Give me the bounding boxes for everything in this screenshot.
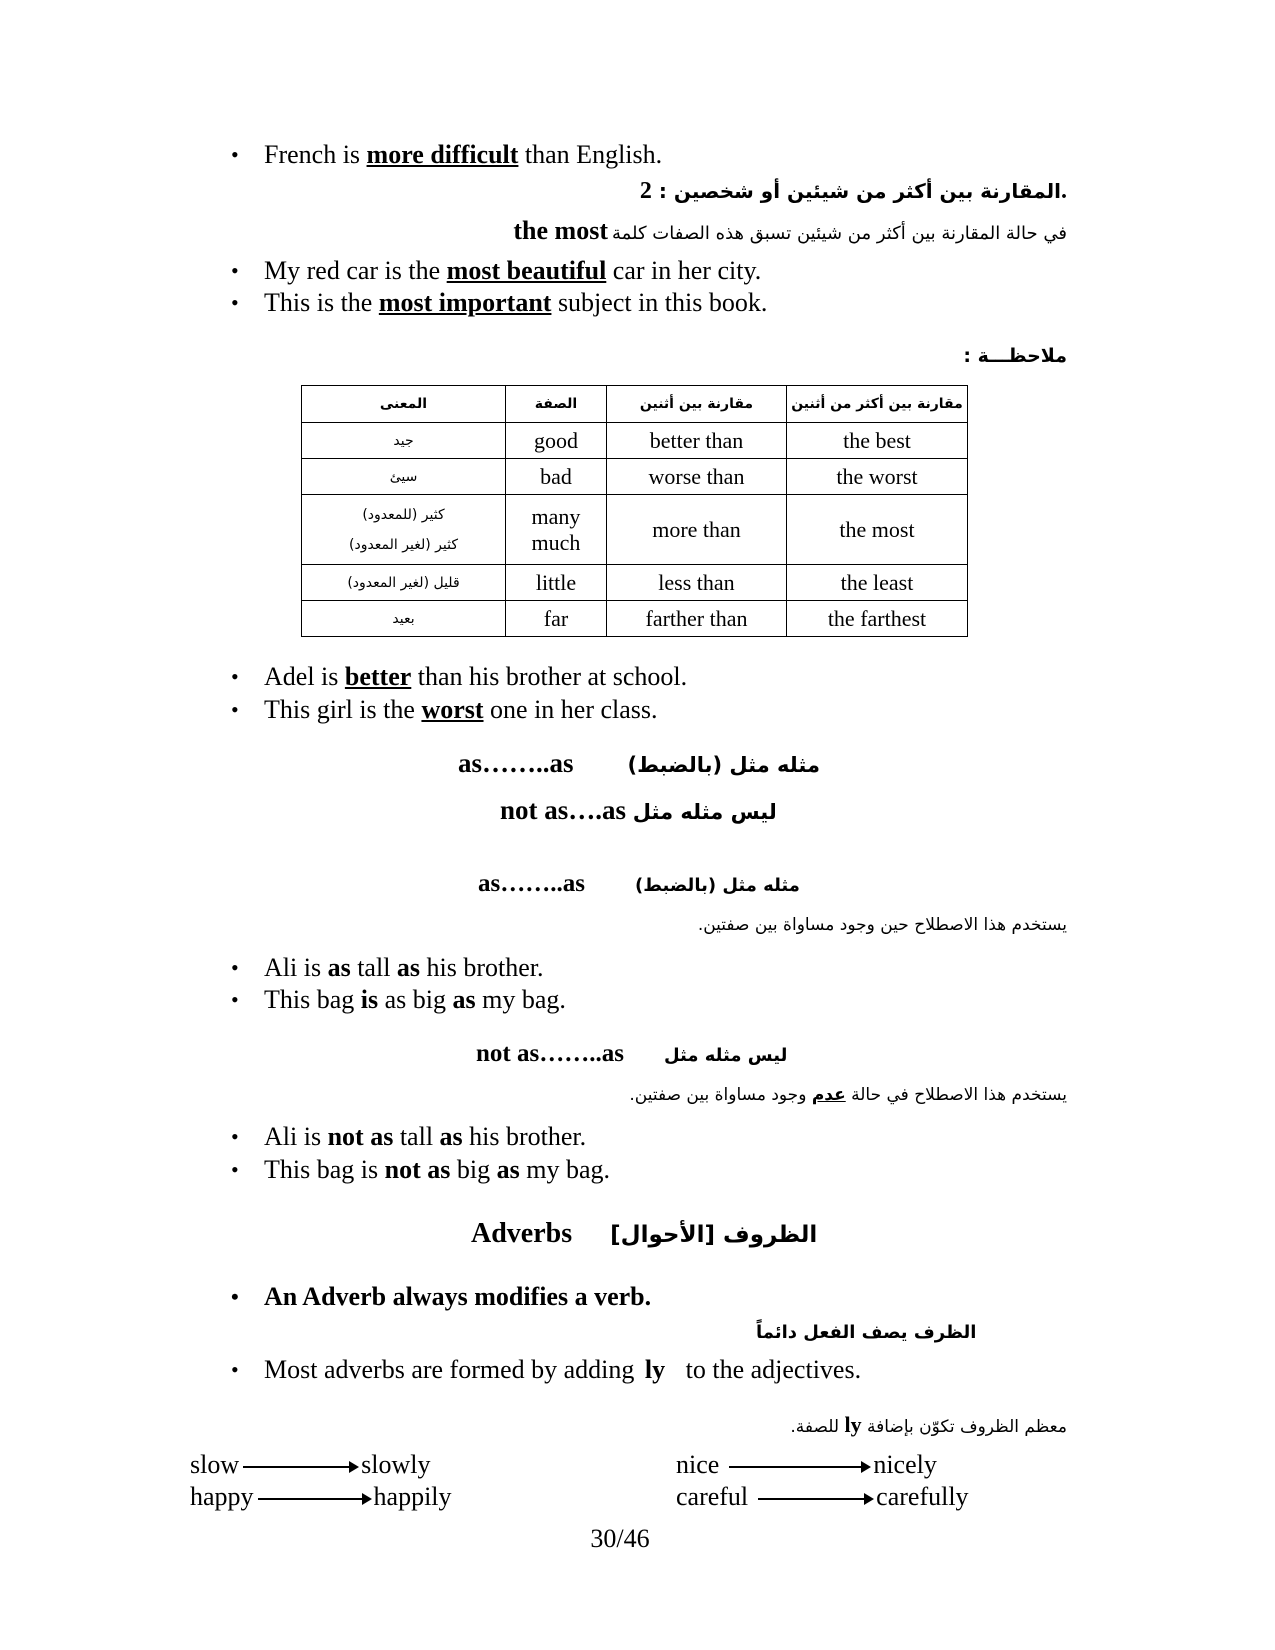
cell-comparative: more than xyxy=(607,495,787,565)
adverb: nicely xyxy=(873,1450,937,1479)
section-heading-superlative xyxy=(640,178,1067,205)
not-as-as-description xyxy=(629,1085,1067,1105)
cell-comparative: worse than xyxy=(607,459,787,495)
heading-as-as xyxy=(478,870,800,898)
title-en: Adverbs xyxy=(471,1218,573,1249)
adjective: happy xyxy=(190,1482,254,1511)
adverb-pair xyxy=(676,1450,937,1480)
irregular-example xyxy=(264,695,658,725)
adjective-line: many xyxy=(531,503,581,529)
header-meaning: المعنى xyxy=(302,386,506,423)
example-text: his brother. xyxy=(462,1122,587,1151)
example-text: my bag. xyxy=(519,1155,610,1184)
cell-superlative: the least xyxy=(787,565,968,601)
heading-ar: ليس مثله مثل xyxy=(663,1045,788,1066)
cell-comparative: less than xyxy=(607,565,787,601)
example-text: one in her class. xyxy=(483,695,658,724)
adverb-pair xyxy=(190,1450,430,1480)
rule-text: معظم الظروف تكوّن بإضافة xyxy=(861,1417,1067,1437)
cell-superlative: the worst xyxy=(787,459,968,495)
meaning-line: كثير (لغير المعدود) xyxy=(349,536,458,553)
table-row xyxy=(302,423,968,459)
as-as-example xyxy=(264,953,544,983)
example-text: French is xyxy=(264,140,367,169)
example-text: Ali is xyxy=(264,953,328,982)
description-text: وجود مساواة بين صفتين. xyxy=(629,1085,812,1105)
adjective: careful xyxy=(676,1482,749,1511)
cell-superlative: the farthest xyxy=(787,601,968,637)
keyword-the-most: the most xyxy=(513,216,608,245)
page-number: 30/46 xyxy=(590,1524,650,1553)
example-keyword: most beautiful xyxy=(446,256,607,285)
cell-adjective xyxy=(506,495,607,565)
superlative-example xyxy=(264,288,767,318)
adverb-pair xyxy=(190,1482,452,1512)
heading-ar: مثله مثل (بالضبط) xyxy=(634,875,800,896)
example-text: than English. xyxy=(518,140,663,169)
not-as-as-example xyxy=(264,1122,586,1152)
example-text: Adel is xyxy=(264,662,345,691)
cell-superlative: the best xyxy=(787,423,968,459)
example-text: Ali is xyxy=(264,1122,328,1151)
example-text: This girl is the xyxy=(264,695,422,724)
cell-comparative: better than xyxy=(607,423,787,459)
rule-keyword: ly xyxy=(644,1355,666,1384)
adverb: carefully xyxy=(876,1482,969,1511)
example-keyword: as xyxy=(452,985,476,1014)
heading-not-as-as xyxy=(476,1040,787,1068)
header-comparative: مقارنة بين أثنين xyxy=(607,386,787,423)
example-keyword: is xyxy=(360,985,379,1014)
adverb-rule-2-arabic xyxy=(790,1412,1067,1438)
header-adjective: الصفة xyxy=(506,386,607,423)
example-text: than his brother at school. xyxy=(411,662,688,691)
example-text: tall xyxy=(393,1122,440,1151)
adverbs-title xyxy=(471,1218,817,1250)
cell-adjective: good xyxy=(506,423,607,459)
adjective: nice xyxy=(676,1450,720,1479)
example-keyword: not as xyxy=(384,1155,451,1184)
summary-ar: مثله مثل (بالضبط) xyxy=(627,753,820,777)
example-text: This is the xyxy=(264,288,379,317)
cell-meaning: سيئ xyxy=(302,459,506,495)
rule-text: للصفة. xyxy=(790,1417,845,1437)
example-text: My red car is the xyxy=(264,256,447,285)
adjective-line: much xyxy=(531,529,581,555)
instruction-text: في حالة المقارنة بين أكثر من شيئين تسبق هذه الصفات كلمة xyxy=(611,223,1067,244)
heading-text: المقارنة بين أكثر من شيئين أو شخصين : xyxy=(658,179,1061,203)
example-text: big xyxy=(450,1155,497,1184)
rule-text: to the adjectives. xyxy=(679,1355,862,1384)
adverb-rule-1-arabic: الظرف يصف الفعل دائماً xyxy=(756,1322,977,1343)
description-text: يستخدم هذا الاصطلاح في حالة xyxy=(845,1085,1067,1105)
arrow-icon xyxy=(258,1498,370,1500)
cell-meaning xyxy=(302,495,506,565)
summary-not-as-as xyxy=(500,795,777,826)
superlative-example xyxy=(264,256,761,286)
heading-number: 2. xyxy=(639,178,1067,204)
rule-keyword: ly xyxy=(844,1412,862,1437)
as-as-example xyxy=(264,985,566,1015)
example-text: his brother. xyxy=(420,953,544,982)
adverb: slowly xyxy=(361,1450,431,1479)
table-row xyxy=(302,459,968,495)
example-keyword: worst xyxy=(421,695,484,724)
example-text: This bag xyxy=(264,985,361,1014)
adverb-rule-2 xyxy=(264,1355,861,1385)
cell-adjective: far xyxy=(506,601,607,637)
not-as-as-example xyxy=(264,1155,610,1185)
table-header-row xyxy=(302,386,968,423)
arrow-icon xyxy=(758,1498,872,1500)
meaning-line: كثير (للمعدود) xyxy=(362,506,445,523)
cell-comparative: farther than xyxy=(607,601,787,637)
arrow-icon xyxy=(243,1466,357,1468)
example-keyword: most important xyxy=(378,288,552,317)
cell-meaning: جيد xyxy=(302,423,506,459)
summary-ar: ليس مثله مثل xyxy=(632,800,777,824)
title-ar: الظروف [الأحوال] xyxy=(610,1222,818,1248)
table-row xyxy=(302,495,968,565)
arrow-icon xyxy=(729,1466,869,1468)
example-text: as big xyxy=(378,985,453,1014)
superlative-instruction xyxy=(513,216,1067,246)
summary-en: not as….as xyxy=(500,795,627,825)
table-row xyxy=(302,565,968,601)
cell-superlative: the most xyxy=(787,495,968,565)
heading-en: as……..as xyxy=(478,870,585,897)
example-keyword: as xyxy=(439,1122,463,1151)
example-keyword: as xyxy=(327,953,351,982)
note-label: ملاحظـــة : xyxy=(963,345,1067,367)
as-as-description: يستخدم هذا الاصطلاح حين وجود مساواة بين صفتين. xyxy=(697,915,1067,935)
adverb-rule-1: • An Adverb always modifies a verb. xyxy=(264,1282,651,1312)
comparative-example xyxy=(264,140,662,170)
example-text: tall xyxy=(350,953,397,982)
header-superlative: مقارنة بين أكثر من أثنين xyxy=(787,386,968,423)
cell-adjective: bad xyxy=(506,459,607,495)
cell-meaning: بعيد xyxy=(302,601,506,637)
example-text: my bag. xyxy=(475,985,566,1014)
adjective: slow xyxy=(190,1450,240,1479)
adverb-pair xyxy=(676,1482,969,1512)
heading-en: not as……..as xyxy=(476,1040,624,1067)
example-keyword: as xyxy=(496,1155,520,1184)
example-text: car in her city. xyxy=(606,256,762,285)
table-row xyxy=(302,601,968,637)
irregular-example xyxy=(264,662,687,692)
example-text: This bag is xyxy=(264,1155,385,1184)
example-keyword: better xyxy=(344,662,412,691)
description-keyword: عدم xyxy=(811,1085,846,1105)
example-keyword: as xyxy=(396,953,421,982)
summary-en: as……..as xyxy=(458,748,574,778)
example-keyword: more difficult xyxy=(366,140,519,169)
cell-meaning: قليل (لغير المعدود) xyxy=(302,565,506,601)
example-text: subject in this book. xyxy=(551,288,768,317)
example-keyword: not as xyxy=(327,1122,394,1151)
adverb: happily xyxy=(373,1482,452,1511)
comparison-table xyxy=(301,385,968,637)
rule-text: Most adverbs are formed by adding xyxy=(264,1355,641,1384)
summary-as-as xyxy=(458,748,820,779)
cell-adjective: little xyxy=(506,565,607,601)
